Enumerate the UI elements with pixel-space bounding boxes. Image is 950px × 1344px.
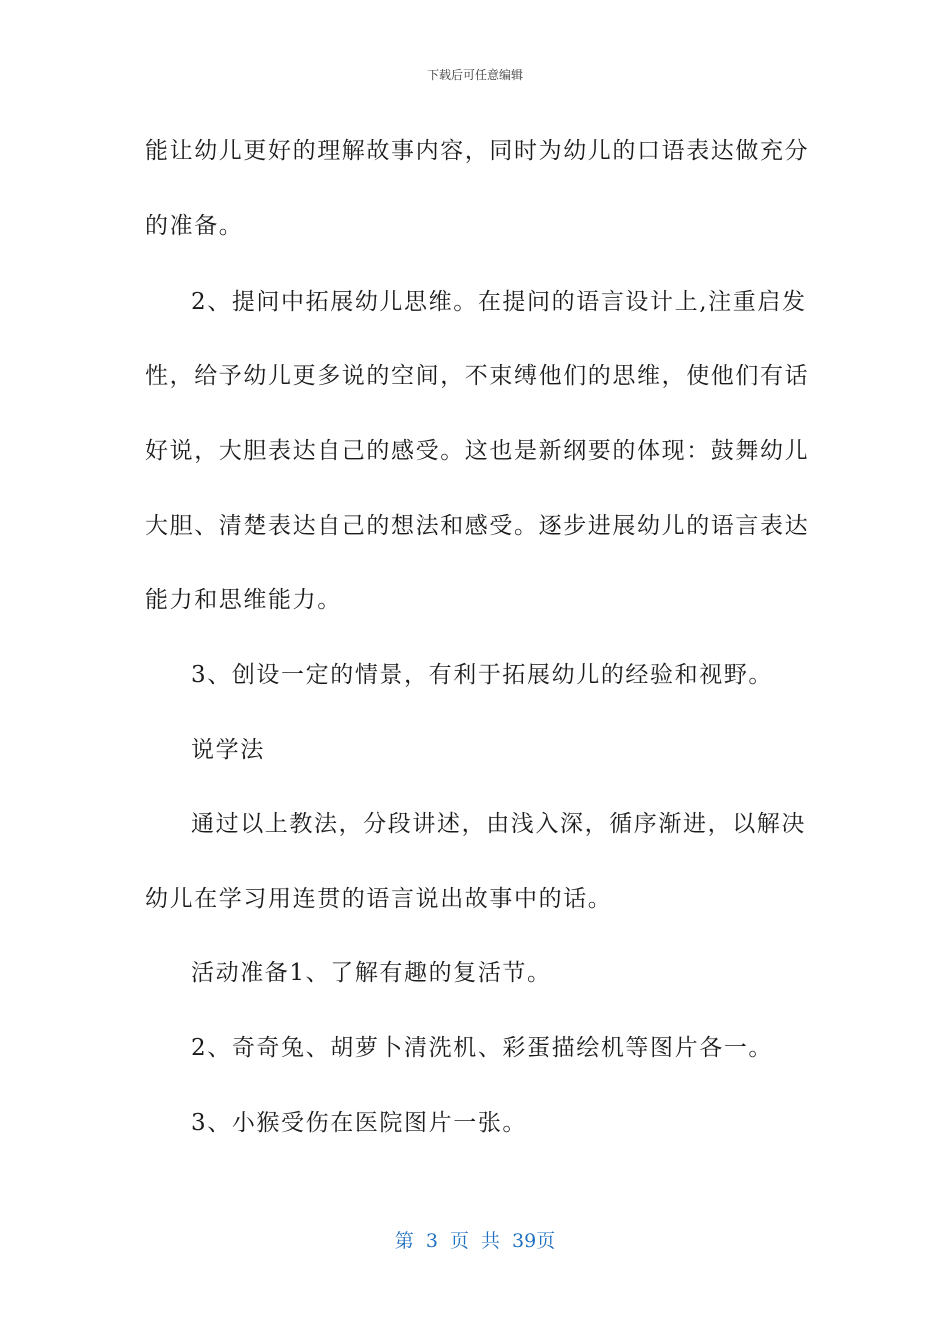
paragraph-line: 大胆、清楚表达自己的想法和感受。逐步进展幼儿的语言表达 <box>145 513 810 539</box>
page-header: 下载后可任意编辑 <box>426 68 523 82</box>
paragraph-line: 幼儿在学习用连贯的语言说出故事中的话。 <box>145 886 613 912</box>
paragraph-line: 好说，大胆表达自己的感受。这也是新纲要的体现：鼓舞幼儿 <box>145 438 810 464</box>
paragraph-line: 活动准备1、了解有趣的复活节。 <box>191 960 552 986</box>
paragraph-line: 2、奇奇兔、胡萝卜清洗机、彩蛋描绘机等图片各一。 <box>191 1035 774 1061</box>
paragraph-line: 2、提问中拓展幼儿思维。在提问的语言设计上,注重启发 <box>191 289 807 315</box>
paragraph-line: 能力和思维能力。 <box>145 587 342 613</box>
section-heading: 说学法 <box>191 737 265 763</box>
page-number: 第 3 页 共 39页 <box>394 1230 556 1252</box>
paragraph-line: 3、小猴受伤在医院图片一张。 <box>191 1110 528 1136</box>
paragraph-line: 能让幼儿更好的理解故事内容，同时为幼儿的口语表达做充分 <box>145 138 810 164</box>
paragraph-line: 性，给予幼儿更多说的空间，不束缚他们的思维，使他们有话 <box>145 363 810 389</box>
paragraph-line: 通过以上教法，分段讲述，由浅入深，循序渐进，以解决 <box>191 811 806 837</box>
paragraph-line: 的准备。 <box>145 213 244 239</box>
paragraph-line: 3、创设一定的情景，有利于拓展幼儿的经验和视野。 <box>191 662 774 688</box>
